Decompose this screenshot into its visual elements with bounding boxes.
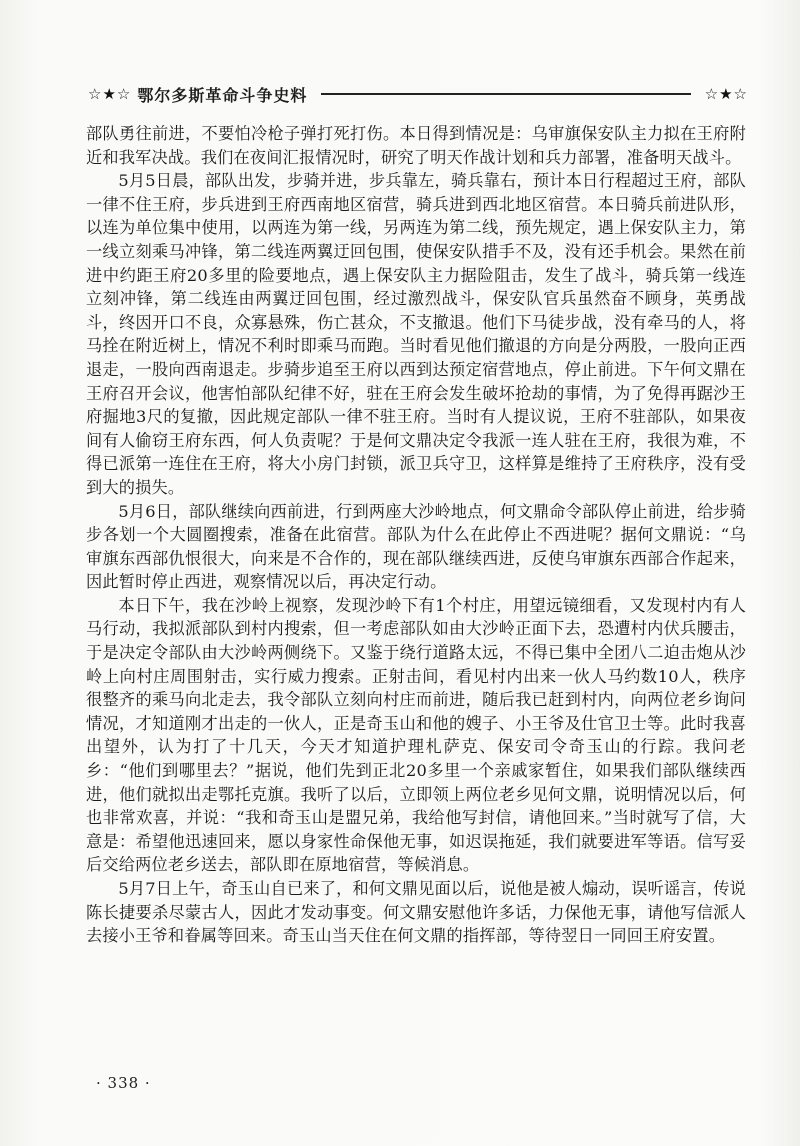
paragraph-may-6: 5月6日，部队继续向西前进，行到两座大沙岭地点，何文鼎命令部队停止前进，给步骑步各划一个大圆圈搜索，准备在此宿营。部队为什么在此停止不西进呢？据何文鼎说：“乌审旗东西部仇恨很大，向来是不合作的，现在部队继续西进，反使乌审旗东西部合作起来，因此暂时停止西进，观察情况以后，再决定行动。 xyxy=(86,501,746,592)
paragraph-afternoon: 本日下午，我在沙岭上视察，发现沙岭下有1个村庄，用望远镜细看，又发现村内有人马行动，我拟派部队到村内搜索，但一考虑部队如由大沙岭正面下去，恐遭村内伏兵腰击，于是决定令部队由大沙岭两侧绕下。又鉴于绕行道路太远，不得已集中全团八二迫击炮从沙岭上向村庄周围射击，实行威力搜索。正射击间，看见村内出来一伙人马约数10人，秩序很整齐的乘马向北走去，我令部队立刻向村庄而前进，随后我已赶到村内，向两位老乡询问情况，才知道刚才出走的一伙人，正是奇玉山和他的嫂子、小王爷及仕官卫士等。此时我喜出望外，认为打了十几天，今天才知道护理札萨克、保安司令奇玉山的行踪。我问老乡：“他们到哪里去？”据说，他们先到正北20多里一个亲戚家暂住，如果我们部队继续西进，他们就拟出走鄂托克旗。我听了以后，立即领上两位老乡见何文鼎，说明情况以后，何也非常欢喜，并说：“我和奇玉山是盟兄弟，我给他写封信，请他回来。”当时就写了信，大意是：希望他迅速回来，愿以身家性命保他无事，如迟误拖延，我们就要进军等语。信写妥后交给两位老乡送去，部队即在原地宿营，等候消息。 xyxy=(86,595,746,875)
header-rule xyxy=(321,93,690,95)
paragraph-may-7: 5月7日上午，奇玉山自已来了，和何文鼎见面以后，说他是被人煽动，误听谣言，传说陈长捷要杀尽蒙古人，因此才发动事变。何文鼎安慰他许多话，力保他无事，请他写信派人去接小王爷和眷属等回来。奇玉山当天住在何文鼎的指挥部，等待翌日一同回王府安置。 xyxy=(86,879,746,946)
paragraph-continued: 部队勇往前进，不要怕冷枪子弹打死打伤。本日得到情况是：乌审旗保安队主力拟在王府附近和我军决战。我们在夜间汇报情况时，研究了明天作战计划和兵力部署，准备明天战斗。 xyxy=(86,124,746,167)
page-number: · 338 · xyxy=(96,1074,151,1092)
body-text xyxy=(86,122,746,948)
header-stars-right: ☆★☆ xyxy=(704,85,748,103)
running-header xyxy=(88,82,748,106)
paragraph-may-5: 5月5日晨，部队出发，步骑并进，步兵靠左，骑兵靠右，预计本日行程超过王府，部队一律不住王府，步兵进到王府西南地区宿营，骑兵进到西北地区宿营。本日骑兵前进队形，以连为单位集中使用，以两连为第一线，另两连为第二线，预先规定，遇上保安队主力，第一线立刻乘马冲锋，第二线连两翼迂回包围，使保安队措手不及，没有还手机会。果然在前进中约距王府20多里的险要地点，遇上保安队主力据险阻击，发生了战斗，骑兵第一线连立刻冲锋，第二线连由两翼迂回包围，经过激烈战斗，保安队官兵虽然奋不顾身，英勇战斗，终因开口不良，众寡悬殊，伤亡甚众，不支撤退。他们下马徒步战，没有牵马的人，将马拴在附近树上，情况不利时即乘马而跑。当时看见他们撤退的方向是分两股，一股向正西退走，一股向西南退走。步骑步追至王府以西到达预定宿营地点，停止前进。下午何文鼎在王府召开会议，他害怕部队纪律不好，驻在王府会发生破坏抢劫的事情，为了免得再踞沙王府掘地3尺的复撤，因此规定部队一律不驻王府。当时有人提议说，王府不驻部队，如果夜间有人偷窃王府东西，何人负责呢？于是何文鼎决定令我派一连人驻在王府，我很为难，不得已派第一连住在王府，将大小房门封锁，派卫兵守卫，这样算是维持了王府秩序，没有受到大的损失。 xyxy=(86,171,746,497)
header-title: 鄂尔多斯革命斗争史料 xyxy=(137,85,308,105)
header-stars-left: ☆★☆ xyxy=(88,85,132,103)
